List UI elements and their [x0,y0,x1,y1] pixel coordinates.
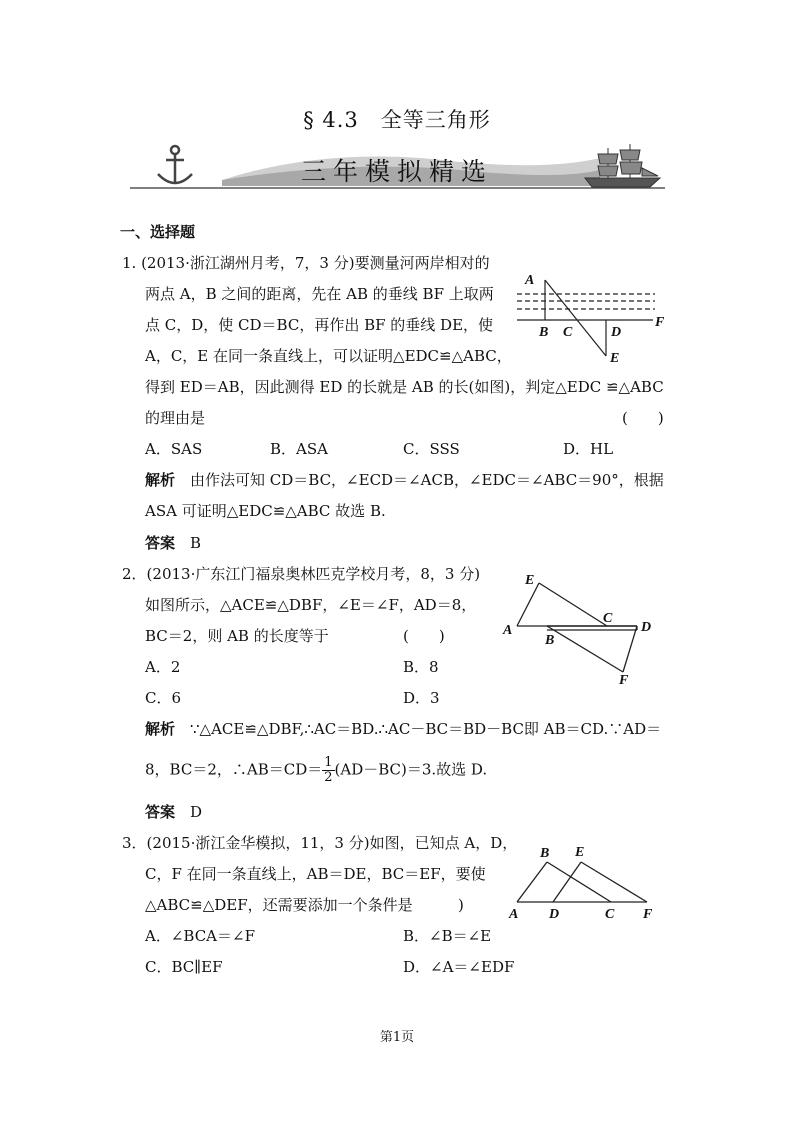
q1-answer: B [190,534,202,552]
fraction-numerator: 1 [324,755,333,770]
q2-option-b: B．8 [403,658,439,676]
q1-option-d: D．HL [563,440,614,458]
q2-fig-label-b: B [545,633,555,648]
q2-analysis-line-1: ∵△ACE≌△DBF,∴AC＝BD.∴AC－BC＝BD－BC即 AB＝CD.∵AD＝ [190,720,662,738]
q3-fig-label-c: C [605,907,615,920]
q3-option-b: B．∠B＝∠E [403,927,492,945]
q3-fig-label-f: F [643,907,653,920]
q1-line-5: 得到 ED＝AB，因此测得 ED 的长就是 AB 的长(如图)，判定△EDC ≌△ABC [145,378,664,396]
q3-fig-label-d: D [549,907,560,920]
q1-fig-label-e: E [610,351,620,366]
q2-fig-label-d: D [641,620,652,635]
q2-option-a: A．2 [145,658,181,676]
q2-option-c: C．6 [145,689,182,707]
q1-answer-label: 答案 [145,534,176,552]
q2-fig-label-e: E [525,573,535,588]
q2-line-2: 如图所示，△ACE≌△DBF，∠E＝∠F，AD＝8， [145,596,477,614]
q2-analysis-part-2: (AD－BC)＝3.故选 D. [334,760,488,779]
q1-line-4: A，C，E 在同一条直线上，可以证明△EDC≌△ABC， [145,347,512,365]
page-number: 第1页 [379,1030,415,1045]
q3-option-a: A．∠BCA＝∠F [145,927,255,945]
q1-answer-paren: ( ) [622,409,664,427]
section-heading: 一、选择题 [120,223,196,241]
q2-fig-label-a: A [503,623,513,638]
fraction-one-half [322,756,334,785]
q1-figure [505,268,675,368]
q1-line-2: 两点 A，B 之间的距离，先在 AB 的垂线 BF 上取两 [145,285,494,303]
q1-fig-label-d: D [611,325,622,340]
q3-fig-label-b: B [540,846,550,861]
q2-answer: D [190,803,203,821]
q3-line-3: △ABC≌△DEF，还需要添加一个条件是 [145,896,413,914]
q3-option-c: C．BC∥EF [145,958,223,976]
q1-analysis-line-1: 由作法可知 CD＝BC，∠ECD＝∠ACB，∠EDC＝∠ABC＝90°，根据 [190,471,664,489]
q1-fig-label-b: B [539,325,549,340]
q1-line-3: 点 C，D，使 CD＝BC，再作出 BF 的垂线 DE，使 [145,316,494,334]
q3-fig-label-a: A [509,907,519,920]
q2-option-d: D．3 [403,689,440,707]
q2-line-3: BC＝2，则 AB 的长度等于 [145,627,329,645]
q2-line-1: 2．(2013·广东江门福泉奥林匹克学校月考，8，3 分) [122,565,481,583]
q2-figure [495,568,665,688]
q3-line-1: 3．(2015·浙江金华模拟，11，3 分)如图，已知点 A，D， [122,834,518,852]
q1-fig-label-c: C [563,325,573,340]
q2-fig-label-c: C [603,611,613,626]
q3-answer-paren: ) [458,896,464,914]
fraction-denominator: 2 [324,770,333,785]
q3-line-2: C，F 在同一条直线上，AB＝DE，BC＝EF，要使 [145,865,486,883]
q1-option-c: C．SSS [403,440,460,458]
q2-answer-label: 答案 [145,803,176,821]
q1-analysis-label: 解析 [145,471,176,489]
q1-fig-label-a: A [525,273,535,288]
q2-analysis-label: 解析 [145,720,176,738]
q1-line-6: 的理由是 [145,409,206,427]
q2-answer-paren: ( ) [403,627,445,645]
q1-option-b: B．ASA [270,440,328,458]
q3-figure [505,840,665,920]
q3-fig-label-e: E [575,845,585,860]
page-title: § 4.3 全等三角形 [303,108,491,132]
banner-title: 三年模拟精选 [300,157,493,186]
q1-fig-label-f: F [655,315,665,330]
q2-fig-label-f: F [619,673,629,688]
q3-option-d: D．∠A＝∠EDF [403,958,515,976]
q2-analysis-part-1: 8，BC＝2，∴AB＝CD＝ [145,760,323,779]
q2-analysis-line-2 [145,756,487,785]
q1-option-a: A．SAS [145,440,203,458]
q1-analysis-line-2: ASA 可证明△EDC≌△ABC 故选 B. [145,502,386,520]
q1-line-1: 1. (2013·浙江湖州月考，7，3 分)要测量河两岸相对的 [122,254,490,272]
